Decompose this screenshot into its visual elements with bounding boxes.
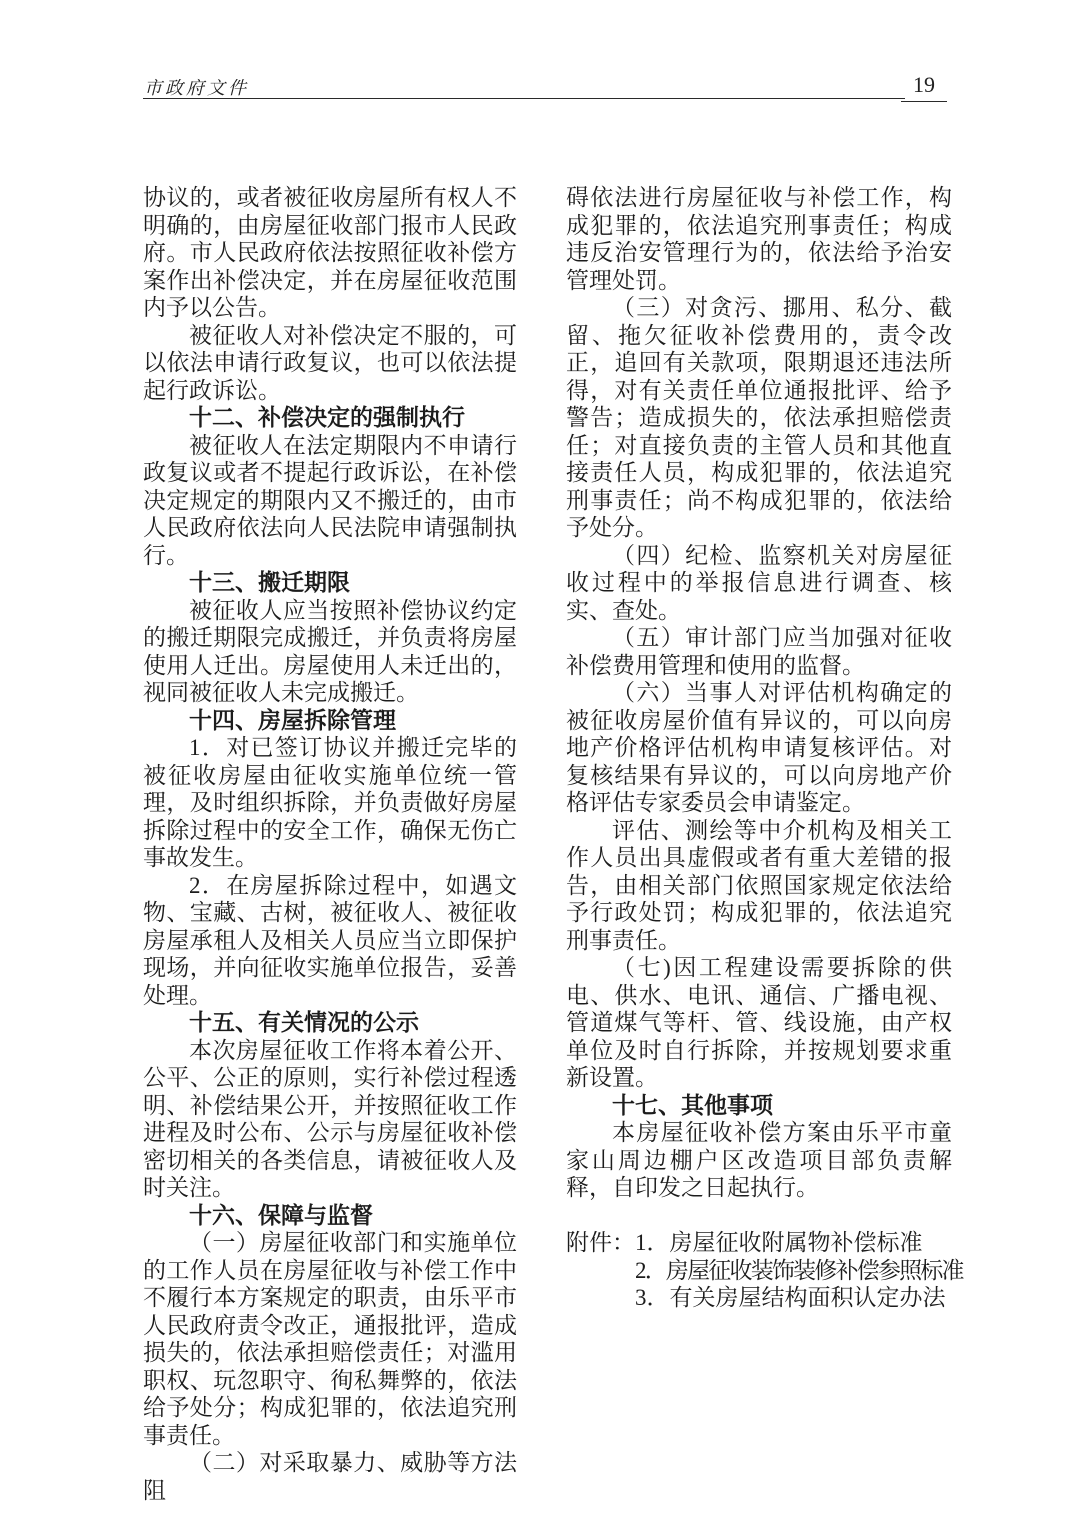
- paragraph: （七)因工程建设需要拆除的供电、供水、电讯、通信、广播电视、管道煤气等杆、管、线设施，由产权单位及时自行拆除，并按规划要求重新设置。: [566, 955, 952, 1090]
- attachment-item-3: 3．有关房屋结构面积认定办法: [635, 1285, 946, 1310]
- right-column: [566, 184, 963, 1312]
- paragraph: （六）当事人对评估机构确定的被征收房屋价值有异议的，可以向房地产价格评估机构申请复核评估。对复核结果有异议的，可以向房地产价格评估专家委员会申请鉴定。: [566, 680, 952, 815]
- attachment-line: [566, 1257, 963, 1285]
- attachment-line: [566, 1229, 952, 1257]
- section-heading-15: 十五、有关情况的公示: [189, 1009, 419, 1035]
- paragraph: （一）房屋征收部门和实施单位的工作人员在房屋征收与补偿工作中不履行本方案规定的职责，由乐平市人民政府责令改正，通报批评，造成损失的，依法承担赔偿责任；对滥用职权、玩忽职守、徇私舞弊的，依法给予处分；构成犯罪的，依法追究刑事责任。: [143, 1230, 517, 1448]
- paragraph: （三）对贪污、挪用、私分、截留、拖欠征收补偿费用的，责令改正，追回有关款项，限期退还违法所得，对有关责任单位通报批评、给予警告；造成损失的，依法承担赔偿责任；对直接负责的主管人员和其他直接责任人员，构成犯罪的，依法追究刑事责任；尚不构成犯罪的，依法给予处分。: [566, 295, 952, 540]
- paragraph: 协议的，或者被征收房屋所有权人不明确的，由房屋征收部门报市人民政府。市人民政府依法按照征收补偿方案作出补偿决定，并在房屋征收范围内予以公告。: [143, 185, 517, 320]
- section-heading-12: 十二、补偿决定的强制执行: [189, 404, 465, 430]
- paragraph: 被征收人在法定期限内不申请行政复议或者不提起行政诉讼，在补偿决定规定的期限内又不搬迁的，由市人民政府依法向人民法院申请强制执行。: [143, 432, 517, 568]
- paragraph: 评估、测绘等中介机构及相关工作人员出具虚假或者有重大差错的报告，由相关部门依照国家规定依法给予行政处罚；构成犯罪的，依法追究刑事责任。: [566, 817, 952, 953]
- attachments-block: [566, 1229, 963, 1312]
- header-rule: [143, 98, 905, 99]
- section-heading-17: 十七、其他事项: [612, 1091, 773, 1118]
- paragraph: 1．对已签订协议并搬迁完毕的被征收房屋由征收实施单位统一管理，及时组织拆除，并负责做好房屋拆除过程中的安全工作，确保无伤亡事故发生。: [143, 735, 517, 870]
- paragraph: 被征收人对补偿决定不服的，可以依法申请行政复议，也可以依法提起行政诉讼。: [143, 322, 517, 403]
- paragraph: 2．在房屋拆除过程中，如遇文物、宝藏、古树，被征收人、被征收房屋承租人及相关人员应当立即保护现场，并向征收实施单位报告，妥善处理。: [143, 872, 517, 1008]
- attachment-item-2: 2．房屋征收装饰装修补偿参照标准: [635, 1257, 963, 1283]
- section-heading-13: 十三、搬迁期限: [189, 569, 350, 595]
- header-doc-category: 市政府文件: [144, 78, 249, 98]
- paragraph: （二）对采取暴力、威胁等方法阻: [143, 1450, 517, 1503]
- attachment-item-1: 1．房屋征收附属物补偿标准: [635, 1230, 923, 1255]
- section-heading-14: 十四、房屋拆除管理: [189, 706, 396, 733]
- paragraph: （四）纪检、监察机关对房屋征收过程中的举报信息进行调查、核实、查处。: [566, 542, 952, 623]
- attachments-label: 附件：: [566, 1230, 635, 1255]
- paragraph: 碍依法进行房屋征收与补偿工作，构成犯罪的，依法追究刑事责任；构成违反治安管理行为的，依法给予治安管理处罚。: [566, 185, 952, 293]
- paragraph: 被征收人应当按照补偿协议约定的搬迁期限完成搬迁，并负责将房屋使用人迁出。房屋使用人未迁出的，视同被征收人未完成搬迁。: [143, 597, 517, 705]
- section-heading-16: 十六、保障与监督: [189, 1201, 373, 1228]
- left-column: [143, 184, 517, 1504]
- paragraph: 本次房屋征收工作将本着公开、公平、公正的原则，实行补偿过程透明、补偿结果公开，并按照征收工作进程及时公布、公示与房屋征收补偿密切相关的各类信息，请被征收人及时关注。: [143, 1037, 517, 1200]
- paragraph: （五）审计部门应当加强对征收补偿费用管理和使用的监督。: [566, 625, 952, 678]
- attachment-line: [566, 1284, 952, 1312]
- header-page-number: 19: [901, 72, 947, 102]
- paragraph: 本房屋征收补偿方案由乐平市童家山周边棚户区改造项目部负责解释，自印发之日起执行。: [566, 1120, 952, 1200]
